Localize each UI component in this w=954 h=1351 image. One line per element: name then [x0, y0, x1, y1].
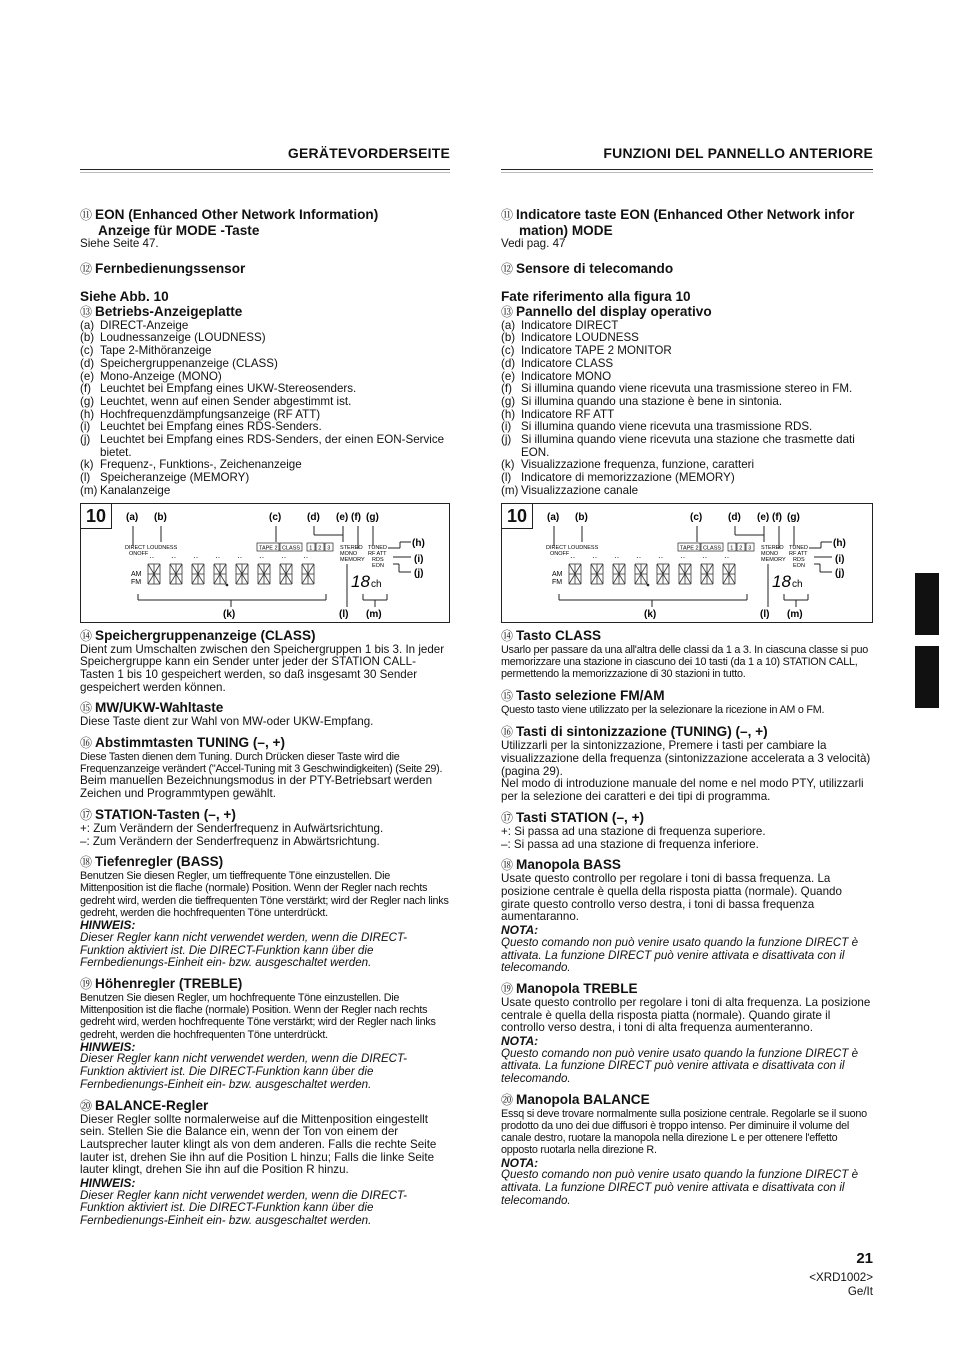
tuned-indicator: TUNED: [789, 544, 808, 551]
label-j: (j): [414, 567, 424, 579]
section-19-note: Dieser Regler kann nicht verwendet werden, wenn die DIRECT-Funktion aktiviert ist. Die DIRECT-Funktion kann über die Fernbedienungs-Einheit ein- bzw. ausgeschaltet werden.: [80, 1052, 407, 1091]
class-number: 1: [730, 545, 734, 552]
figure-number: 10: [81, 504, 112, 529]
class-number: 1: [309, 545, 313, 552]
eon-indicator: EON: [793, 562, 805, 569]
section-19-note-label: HINWEIS:: [80, 1039, 136, 1054]
label-a: (a): [126, 511, 139, 523]
right-header: FUNZIONI DEL PANNELLO ANTERIORE: [603, 145, 873, 161]
list-item-text: Indicatore LOUDNESS: [521, 331, 639, 345]
list-item-text: Speicheranzeige (MEMORY): [100, 471, 250, 485]
section-16-body: Beim manuellen Bezeichnungsmodus in der PTY-Betriebsart werden Zeichen und Programmtypen gewählt.: [80, 774, 433, 801]
label-d: (d): [307, 511, 320, 523]
am-indicator: AM: [131, 570, 142, 578]
dot-marks: ··: [592, 552, 598, 562]
display-diagram: [502, 504, 872, 622]
page-number: 21: [856, 1250, 873, 1267]
section-19-title: ⑲ Manopola TREBLE: [501, 980, 638, 996]
direct-indicator: DIRECT: [125, 544, 146, 551]
list-item: [80, 472, 450, 485]
list-item: [501, 472, 873, 485]
stereo-indicator: STEREO: [340, 544, 363, 551]
rfatt-indicator: RF ATT: [789, 550, 808, 557]
section-17-plus: +: Si passa ad una stazione di frequenza superiore.: [501, 824, 766, 838]
label-b: (b): [575, 511, 588, 523]
section-11-title-cont: Anzeige für MODE -Taste: [98, 223, 260, 238]
section-15-body: Diese Taste dient zur Wahl von MW-oder UKW-Empfang.: [80, 715, 374, 729]
character-cell: [723, 553, 735, 584]
section-20-title: ⑳ Manopola BALANCE: [501, 1091, 650, 1107]
section-11-title-cont: mation) MODE: [519, 223, 613, 238]
dot-marks: ··: [636, 552, 642, 562]
figure-number: 10: [502, 504, 533, 529]
list-item-key: (h): [80, 407, 95, 421]
rds-indicator: RDS: [372, 556, 384, 563]
header-rule: [80, 169, 450, 170]
class-number: 3: [327, 545, 331, 552]
section-18-note: Dieser Regler kann nicht verwendet werden, wenn die DIRECT-Funktion aktiviert ist. Die DIRECT-Funktion kann über die Fernbedienungs-Einheit ein- bzw. ausgeschaltet werden.: [80, 930, 407, 970]
list-item-key: (m): [80, 483, 98, 497]
character-cell: [679, 553, 691, 584]
loudness-indicator: LOUDNESS: [568, 544, 599, 551]
list-item-key: (c): [80, 344, 94, 358]
dot-marks: ··: [259, 552, 265, 562]
dot-marks: ··: [614, 552, 620, 562]
memory-indicator: MEMORY: [761, 556, 786, 563]
channel-digits: 18: [351, 571, 370, 591]
dot-marks: ··: [570, 552, 576, 562]
list-item-key: (g): [501, 394, 516, 408]
label-f: (f): [772, 511, 782, 523]
section-16-body: Utilizzarli per la sintonizzazione, Premere i tasti per cambiare la visualizzazione della frequenza (sintonizzazione accelerata a 3 velocità) (pagina 29).: [501, 739, 871, 778]
section-11-body: Vedi pag. 47: [501, 237, 566, 250]
character-cell: [657, 553, 669, 584]
list-item-key: (a): [80, 318, 95, 332]
list-item-key: (d): [501, 356, 516, 370]
list-item-key: (d): [80, 356, 95, 370]
list-item-text: Indicatore DIRECT: [521, 318, 619, 332]
section-13-list: [501, 320, 873, 498]
left-column: [80, 145, 450, 1228]
fm-indicator: FM: [131, 578, 142, 586]
stereo-indicator: STEREO: [761, 544, 784, 551]
label-j: (j): [835, 567, 845, 579]
character-cell: [569, 553, 581, 584]
section-17-plus: +: Zum Verändern der Senderfrequenz in Aufwärtsrichtung.: [80, 821, 384, 835]
label-l: (l): [760, 608, 770, 620]
list-item-key: (k): [80, 458, 94, 472]
list-item-text: Hochfrequenzdämpfungsanzeige (RF ATT): [100, 407, 321, 421]
section-14-title: ⑭ Speichergruppenanzeige (CLASS): [80, 627, 316, 643]
label-k: (k): [223, 608, 236, 620]
section-19-note: Questo comando non può venire usato quando la funzione DIRECT è attivata. La funzione DIRECT può venire attivata e disattivata con il telecomando.: [501, 1046, 859, 1086]
tuned-indicator: TUNED: [368, 544, 387, 551]
label-g: (g): [787, 511, 800, 523]
direct-indicator: DIRECT: [546, 544, 567, 551]
list-item: [80, 434, 450, 459]
list-item-text: Leuchtet, wenn auf einen Sender abgestimmt ist.: [100, 394, 352, 408]
list-item-text: Indicatore di memorizzazione (MEMORY): [521, 471, 735, 485]
section-17-title: ⑰ STATION-Tasten (–, +): [80, 806, 236, 822]
list-item: [501, 396, 873, 409]
label-m: (m): [787, 608, 803, 620]
am-indicator: AM: [552, 570, 563, 578]
label-c: (c): [269, 511, 282, 523]
section-12-title: ⑫ Sensore di telecomando: [501, 260, 674, 276]
section-14-body: Usarlo per passare da una all'altra delle classi da 1 a 3. In ciascuna classe si puo memorizzare una stazione in ciascuno dei 10 tasti (da 1 a 10) STATION CALL, permettendo la memorizzazione di 30 stazioni in tutto.: [501, 643, 868, 680]
list-item-key: (j): [501, 433, 512, 447]
dot-marks: ··: [658, 552, 664, 562]
label-a: (a): [547, 511, 560, 523]
character-cell: [192, 553, 204, 584]
list-item-text: Visualizzazione frequenza, funzione, caratteri: [521, 458, 755, 472]
label-c: (c): [690, 511, 703, 523]
character-cell: [302, 553, 314, 584]
label-e: (e): [757, 511, 770, 523]
list-item-key: (h): [501, 407, 516, 421]
figure-10-display: [80, 503, 450, 623]
mono-indicator: MONO: [761, 550, 779, 557]
section-20-note-label: HINWEIS:: [80, 1176, 136, 1191]
class-number: 2: [739, 545, 743, 552]
list-item-key: (b): [501, 331, 516, 345]
figure-10-display: [501, 503, 873, 623]
dot-marks: ··: [303, 552, 309, 562]
list-item-text: Si illumina quando una stazione è bene in sintonia.: [521, 394, 783, 408]
dot-marks: ··: [149, 552, 155, 562]
section-20-body: Essq si deve trovare normalmente sulla posizione centrale. Regolarle se il suono prodotto da uno dei due diffusori è troppo intenso. Per diminuire il volume del canale destro, ruotare la manopola nella direzione L e per ottenere l'effetto opposto ruotarla nella direzione R.: [501, 1107, 867, 1157]
class-number: 2: [318, 545, 322, 552]
character-cell: [148, 553, 160, 584]
list-item-text: Indicatore RF ATT: [521, 407, 615, 421]
list-item: [80, 358, 450, 371]
label-l: (l): [339, 608, 349, 620]
label-i: (i): [835, 553, 845, 565]
section-20-note: Dieser Regler kann nicht verwendet werden, wenn die DIRECT-Funktion aktiviert ist. Die DIRECT-Funktion kann über die Fernbedienungs-Einheit ein- bzw. ausgeschaltet werden.: [80, 1188, 407, 1228]
list-item-key: (a): [501, 318, 516, 332]
list-item-text: Loudnessanzeige (LOUDNESS): [100, 331, 266, 345]
list-item-key: (c): [501, 344, 515, 358]
list-item-text: Frequenz-, Funktions-, Zeichenanzeige: [100, 458, 302, 472]
section-18-note-label: NOTA:: [501, 923, 539, 938]
section-16-body-small: Diese Tasten dienen dem Tuning. Durch Drücken dieser Taste wird die Frequenzanzeige verändert ("Accel-Tuning mit 3 Geschwindigkeiten) (Seite 29).: [80, 751, 443, 776]
rfatt-indicator: RF ATT: [368, 550, 387, 557]
right-column: [501, 145, 873, 1207]
channel-digits: 18: [772, 571, 791, 591]
section-15-title: ⑮ Tasto selezione FM/AM: [501, 688, 665, 704]
list-item-key: (k): [501, 458, 515, 472]
section-19-body: Benutzen Sie diesen Regler, um hochfrequente Töne einzustellen. Die Mittenposition ist die flache (normale) Position. Wenn der Regler nach rechts gedreht wird, werden hochfrequente Töne verstärkt; wird der Regler nach links gedreht, werden die hochfrequenten Töne unterdrückt.: [80, 991, 436, 1041]
dot-marks: ··: [237, 552, 243, 562]
list-item-text: Si illumina quando viene ricevuta una trasmissione stereo in FM.: [521, 382, 853, 396]
footer-lang: Ge/It: [847, 1285, 873, 1298]
fm-indicator: FM: [552, 578, 563, 586]
section-20-body: Dieser Regler sollte normalerweise auf die Mittenposition eingestellt sein. Stellen Sie die Balance ein, wenn der Ton von einem der Lautsprecher lauter klingt als von dem anderen. Falls die rechte Seite lauter ist, drehen Sie ihn auf die Position L hinzu; Falls die linke Seite lauter klingt, drehen Sie ihn auf die Position R hinzu.: [80, 1112, 437, 1177]
section-19-body: Usate questo controllo per regolare i toni di alta frequenza. La posizione centrale è quella della risposta piatta (normale). Quando girate il controllo verso destra, i toni di alta frequenza aumenteranno.: [501, 995, 871, 1035]
list-item: [80, 345, 450, 358]
list-item-text: Indicatore CLASS: [521, 356, 614, 370]
section-14-title: ⑭ Tasto CLASS: [501, 627, 602, 643]
decimal-point: [226, 583, 229, 586]
section-16-title: ⑯ Tasti di sintonizzazione (TUNING) (–, +): [501, 724, 768, 740]
section-13-see: Siehe Abb. 10: [80, 288, 169, 304]
list-item: [80, 396, 450, 409]
section-16-title: ⑯ Abstimmtasten TUNING (–, +): [80, 735, 285, 751]
list-item-text: Mono-Anzeige (MONO): [100, 369, 222, 383]
list-item-key: (f): [501, 382, 512, 396]
list-item-key: (m): [501, 483, 519, 497]
list-item-key: (l): [501, 471, 512, 485]
class-indicator: CLASS: [703, 545, 722, 552]
label-h: (h): [833, 537, 846, 549]
section-20-note: Questo comando non può venire usato quando la funzione DIRECT è attivata. La funzione DIRECT può venire attivata e disattivata con il telecomando.: [501, 1168, 859, 1207]
loudness-indicator: LOUDNESS: [147, 544, 178, 551]
section-20-title: ⑳ BALANCE-Regler: [80, 1097, 209, 1113]
list-item-text: Indicatore TAPE 2 MONITOR: [521, 344, 672, 358]
character-cell: [701, 553, 713, 584]
character-cell: [258, 553, 270, 584]
list-item: [501, 358, 873, 371]
label-i: (i): [414, 553, 424, 565]
class-indicator: CLASS: [282, 545, 301, 552]
label-e: (e): [336, 511, 349, 523]
header-rule-thin: [501, 172, 873, 173]
side-tab-marker: [915, 646, 939, 708]
list-item-text: Visualizzazione canale: [521, 483, 639, 497]
list-item-text: Kanalanzeige: [100, 483, 171, 497]
list-item-key: (j): [80, 433, 91, 447]
section-14-body: Dient zum Umschalten zwischen den Speichergruppen 1 bis 3. In jeder Speichergruppe kann ein Sender unter jeder der STATION CALL-Tasten 1 bis 10 gespeichert werden, so daß insgesamt 30 Sender gespeichert werden können.: [80, 642, 445, 694]
class-number: 3: [748, 545, 752, 552]
section-17-minus: –: Zum Verändern der Senderfrequenz in Abwärtsrichtung.: [80, 834, 380, 848]
channel-ch-label: ch: [371, 578, 382, 590]
section-19-note-label: NOTA:: [501, 1034, 539, 1049]
label-g: (g): [366, 511, 379, 523]
dot-marks: ··: [724, 552, 730, 562]
section-19-title: ⑲ Höhenregler (TREBLE): [80, 975, 243, 991]
dot-marks: ··: [680, 552, 686, 562]
section-11-title: ⑪ EON (Enhanced Other Network Information): [80, 207, 379, 222]
memory-indicator: MEMORY: [340, 556, 365, 563]
list-item-text: Tape 2-Mithöranzeige: [100, 344, 212, 358]
list-item-key: (i): [80, 420, 91, 434]
character-cell: [591, 553, 603, 584]
list-item-key: (g): [80, 394, 95, 408]
list-item-key: (b): [80, 331, 95, 345]
section-13-see: Fate riferimento alla figura 10: [501, 288, 691, 304]
tape2-indicator: TAPE 2: [680, 545, 699, 552]
character-cell: [280, 553, 292, 584]
list-item-text: Indicatore MONO: [521, 369, 612, 383]
list-item: [501, 485, 873, 498]
onoff-indicator: ONOFF: [550, 550, 570, 557]
label-d: (d): [728, 511, 741, 523]
section-20-note-label: NOTA:: [501, 1155, 539, 1170]
display-diagram: [81, 504, 451, 622]
dot-marks: ··: [193, 552, 199, 562]
label-k: (k): [644, 608, 657, 620]
list-item-key: (e): [501, 369, 516, 383]
list-item: [80, 485, 450, 498]
rds-indicator: RDS: [793, 556, 805, 563]
section-18-title: ⑱ Tiefenregler (BASS): [80, 854, 224, 870]
list-item-key: (e): [80, 369, 95, 383]
section-18-body: Benutzen Sie diesen Regler, um tieffrequente Töne einzustellen. Die Mittenposition ist die flache (normale) Position. Wenn der Regler nach rechts gedreht wird, werden die tieffrequenten Töne verstärkt; wird der Regler nach links gedreht, werden die hochfrequenten Töne unterdrückt.: [80, 870, 449, 919]
header-rule: [501, 169, 873, 170]
list-item-text: DIRECT-Anzeige: [100, 318, 189, 332]
list-item-text: Si illumina quando viene ricevuta una trasmissione RDS.: [521, 420, 813, 434]
label-h: (h): [412, 537, 425, 549]
eon-indicator: EON: [372, 562, 384, 569]
onoff-indicator: ONOFF: [129, 550, 149, 557]
dot-marks: ··: [702, 552, 708, 562]
list-item-key: (l): [80, 471, 91, 485]
channel-ch-label: ch: [792, 578, 803, 590]
left-header: GERÄTEVORDERSEITE: [287, 145, 450, 161]
section-11-body: Siehe Seite 47.: [80, 237, 159, 250]
list-item-text: Leuchtet bei Empfang eines RDS-Senders.: [100, 420, 322, 434]
tape2-indicator: TAPE 2: [259, 545, 278, 552]
character-cell: [613, 553, 625, 584]
section-17-title: ⑰ Tasti STATION (–, +): [501, 809, 645, 825]
section-18-note: Questo comando non può venire usato quando la funzione DIRECT è attivata. La funzione DIRECT può venire attivata e disattivata con il telecomando.: [501, 935, 859, 975]
section-17-minus: –: Si passa ad una stazione di frequenza inferiore.: [501, 837, 759, 851]
list-item-key: (f): [80, 382, 91, 396]
section-15-body: Questo tasto viene utilizzato per la selezionare la ricezione in AM o FM.: [501, 704, 825, 717]
header-rule-thin: [80, 172, 450, 173]
list-item-text: Leuchtet bei Empfang eines UKW-Stereosenders.: [100, 382, 357, 396]
list-item-text: Leuchtet bei Empfang eines RDS-Senders, der einen EON-Service bietet.: [100, 433, 445, 459]
mono-indicator: MONO: [340, 550, 358, 557]
label-b: (b): [154, 511, 167, 523]
section-18-title: ⑱ Manopola BASS: [501, 857, 621, 873]
section-18-note-label: HINWEIS:: [80, 918, 136, 933]
list-item-text: Si illumina quando viene ricevuta una stazione che trasmette dati EON.: [521, 433, 855, 459]
list-item-text: Speichergruppenanzeige (CLASS): [100, 356, 278, 370]
dot-marks: ··: [171, 552, 177, 562]
label-m: (m): [366, 608, 382, 620]
section-13-title: ⑬ Pannello del display operativo: [501, 303, 712, 319]
character-cell: [170, 553, 182, 584]
character-cell: [635, 553, 647, 584]
dot-marks: ··: [281, 552, 287, 562]
section-11-title: ⑪ Indicatore taste EON (Enhanced Other Network infor: [501, 207, 855, 222]
section-16-body-2: Nel modo di introduzione manuale del nome e nel modo PTY, utilizzarli per la selezione dei caratteri e dei tipi di programma.: [501, 777, 864, 804]
list-item: [501, 434, 873, 459]
side-tab-marker: [915, 573, 939, 635]
footer-code: <XRD1002>: [809, 1271, 873, 1284]
section-12-title: ⑫ Fernbedienungssensor: [80, 260, 246, 276]
character-cell: [214, 553, 226, 584]
section-15-title: ⑮ MW/UKW-Wahltaste: [80, 700, 224, 716]
section-13-title: ⑬ Betriebs-Anzeigeplatte: [80, 303, 243, 319]
section-18-body: Usate questo controllo per regolare i toni di bassa frequenza. La posizione centrale è quella della risposta piatta (normale). Quando girate questo controllo verso destra, i toni di bassa frequenza aumentaranno.: [501, 872, 842, 924]
list-item: [501, 345, 873, 358]
section-13-list: [80, 320, 450, 498]
character-cell: [236, 553, 248, 584]
dot-marks: ··: [215, 552, 221, 562]
label-f: (f): [351, 511, 361, 523]
decimal-point: [647, 583, 650, 586]
list-item-key: (i): [501, 420, 512, 434]
